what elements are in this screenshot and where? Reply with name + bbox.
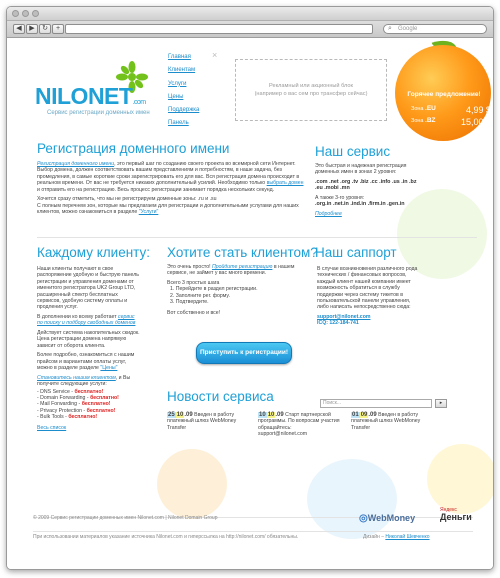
search-icon: ⌕ (388, 25, 392, 32)
promo-zone-eu[interactable]: Зона .EU 4,99 $ (411, 105, 491, 115)
nav-item-services[interactable]: Услуги (168, 80, 187, 87)
globe-icon: ◎ (359, 513, 368, 524)
yandex-money-logo[interactable]: Яндекс Деньги (440, 507, 472, 522)
ad-block[interactable] (235, 59, 387, 121)
nav-item-panel[interactable]: Панель (168, 120, 189, 127)
logo-suffix: .com (132, 99, 146, 106)
window-controls (12, 10, 39, 17)
browser-window (6, 6, 494, 570)
news-date: 25 10.09 (168, 412, 193, 418)
domain-search-link[interactable]: сервис по поиску и подбору свободных доменов (37, 314, 136, 327)
arrow-right-icon: ▸ (439, 400, 443, 406)
nav-item-home[interactable]: Главная (168, 54, 191, 60)
support-email-link[interactable]: support@nilonet.com (317, 314, 371, 321)
site-search-placeholder: Поиск... (323, 400, 342, 406)
minimize-window-icon[interactable] (22, 10, 29, 17)
promo-title: Горячее предложение! (407, 91, 481, 98)
free-service-item: - Privacy Protection - бесплатно! (37, 407, 116, 414)
site-logo[interactable] (35, 83, 146, 110)
new-tab-button[interactable] (52, 24, 64, 34)
decor-blob (157, 449, 227, 519)
news-item[interactable]: 10 10.09 Старт партнерской программы. По вопросам участия обращайтесь: support@nilonet.com (258, 412, 340, 438)
prices-link[interactable]: "Цены" (100, 365, 118, 372)
step-item: 2. Заполните рег. форму. (170, 292, 230, 299)
site-slogan: Сервис регистрации доменных имен (47, 110, 150, 116)
support-title: Наш саппорт (315, 245, 397, 260)
title-bar (7, 7, 493, 21)
promo-price: 15,00 $ (460, 117, 491, 127)
address-bar[interactable] (65, 24, 373, 34)
become-client-link[interactable]: Становитесь нашим клиентом (37, 374, 116, 381)
decor-blob (307, 459, 397, 539)
footer-notice: При использовании материалов указание источника Nilonet.com и гиперссылка на http://nilonet.com/ обязательны. (33, 534, 299, 540)
close-window-icon[interactable] (12, 10, 19, 17)
logo-text: NILONET (35, 83, 133, 109)
designer-link[interactable]: Николай Шевченко (385, 534, 430, 540)
divider (37, 237, 477, 238)
free-service-item: - DNS Service - бесплатно! (37, 388, 104, 395)
forward-button[interactable] (26, 24, 38, 34)
browser-toolbar (7, 21, 493, 38)
become-client-text: Это очень просто! Пройдите регистрацию в нашем сервисе, не займет у вас много времени. Всего 3 простых шага 1. Перейдите в раздел регистрации. 2. Заполните рег. форму. 3. Подтвердите. Вот собственно и все! (167, 264, 305, 319)
ad-line-2: (например о вас сем про трансфер сейчас) (254, 91, 368, 97)
start-registration-button[interactable]: Приступить к регистрации! (196, 342, 292, 364)
free-service-item: - Bulk Tools - бесплатно! (37, 414, 98, 421)
service-title: Наш сервис (315, 144, 391, 159)
back-button[interactable] (13, 24, 25, 34)
free-service-item: - Mail Forwarding - бесплатно! (37, 401, 111, 408)
site-search-input[interactable] (320, 399, 432, 408)
footer-design: Дизайн – Николай Шевченко (363, 534, 430, 540)
plus-icon: + (55, 25, 61, 32)
promo-zone-bz[interactable]: Зона .BZ 15,00 $ (411, 117, 491, 127)
zone-list-level3: .org.in .net.in .ind.in .firm.in .gen.in (315, 201, 405, 208)
zone-list-level2: .com .net .org .tv .biz .cc .info .us .in .bz .eu .mobi .mn (315, 179, 417, 192)
close-icon: × (212, 50, 218, 60)
browser-search-input[interactable] (383, 24, 487, 34)
registration-link[interactable]: Регистрация доменного имени (37, 161, 115, 167)
news-date: 10 10.09 (259, 412, 284, 418)
become-client-title: Хотите стать клиентом? (167, 245, 318, 260)
services-link[interactable]: "Услуги" (138, 209, 159, 216)
webmoney-logo[interactable]: ◎WebMoney (359, 513, 416, 524)
clients-title: Каждому клиенту: (37, 245, 150, 260)
news-item[interactable]: 25 10.09 Введен в работу платежный шлюз WebMoney Transfer (167, 412, 237, 431)
registration-text: Регистрация доменного имени, это первый шаг по созданию своего проекта во всемирной сети Интернет. Выбор домена, должен соответствовать вашим представлениям и потребностям, в наше задача, без промедления, в самые короткие сроки зарегистрировать его для вас. Вся регистрация домена происходит в реальном времени. От вас не требуется никаких дополнительный усилий. Необходимо только выбрать домен и отправить его на регистрацию. Весь процесс регистрации занимает порядка нескольких секунд. Хочется сразу отметить, что мы не регистрируем доменные зоны: .ru и .su С полным перечнем зон, которые мы предлагаем для регистрации и дополнительными услугами для наших клиентов, можно ознакомиться в разделе "Услуги" (37, 161, 304, 216)
full-list-link[interactable]: Весь список (37, 424, 67, 431)
registration-title: Регистрация доменного имени (37, 141, 230, 156)
choose-domain-link[interactable]: выбрать домен (266, 180, 304, 187)
promo-price: 4,99 $ (465, 105, 491, 115)
step-item: 1. Перейдите в раздел регистрации. (170, 286, 258, 293)
news-title: Новости сервиса (167, 389, 274, 404)
reload-icon: ↻ (42, 25, 48, 32)
free-service-item: - Domain Forwarding - бесплатно! (37, 395, 119, 402)
footer-divider (33, 531, 473, 532)
site-search-button[interactable] (435, 399, 447, 408)
back-icon: ◀ (16, 25, 22, 32)
support-text: В случае возникновения различного рода технических / финансовых вопросов, каждый клиент нашей компании имеет возможность обратиться в службу поддержки через систему тикетов в пользовательской панели управления, либо написать непосредственно сюда: support@nilonet.com ICQ: 122-184-741 (317, 266, 421, 330)
clients-text: Наши клиенты получают в свое распоряжение удобную и быструю панель регистрации и управления доменами от именитого регистратора UK2 Group LTD, расширенный спектр бесплатных сервисов, удобную систему оплаты и продления услуг. В дополнении ко всему работает сервис по поиску и подбору свободных доменов Действует система накопительных скидок. Цена регистрации домена напрямую зависит от оборота клиента. Более подробно, ознакомиться с нашим прайсом и вариантами оплаты услуг, можно в разделе разделе "Цены" Становитесь нашим клиентом, и Вы получите следующие услуги: - DNS Service - бесплатно! - Domain Forwarding - бесплатно! - Mail Forwarding - бесплатно! - Privacy Protection - бесплатно! - Bulk Tools - бесплатно! Весь список (37, 266, 140, 431)
signup-link[interactable]: Пройдите регистрацию (212, 264, 273, 270)
nav-item-support[interactable]: Поддержка (168, 107, 200, 114)
step-item: 3. Подтвердите. (170, 299, 209, 306)
main-nav (168, 53, 199, 133)
footer-copyright: © 2009 Сервис регистрации доменных имен Nilonet.com | Nilonet Domain Group (33, 515, 218, 521)
browser-search-placeholder: Google (398, 26, 418, 32)
nav-item-prices[interactable]: Цены (168, 93, 184, 100)
decor-blob (427, 444, 493, 514)
news-item[interactable]: 01 09.09 Введен в работу платежный шлюз WebMoney Transfer (351, 412, 421, 431)
reload-button[interactable] (39, 24, 51, 34)
ad-line-1: Рекламный или акционный блок (269, 83, 353, 89)
support-icq: ICQ: 122-184-741 (317, 320, 359, 327)
zoom-window-icon[interactable] (32, 10, 39, 17)
web-page (7, 39, 493, 569)
forward-icon: ▶ (29, 25, 35, 32)
service-more-link[interactable]: Подробнее (315, 211, 342, 217)
service-text: Это быстрая и надежная регистрация доменных имен в зонах 2 уровня: .com .net .org .tv .biz .cc .info .us .in .bz .eu .mobi .mn А также 3-го уровня: .org.in .net.in .ind.in .firm.in .gen.in Подробнее (315, 163, 425, 221)
nav-item-clients[interactable]: Клиентам (168, 67, 196, 74)
news-date: 01 09.09 (352, 412, 377, 418)
